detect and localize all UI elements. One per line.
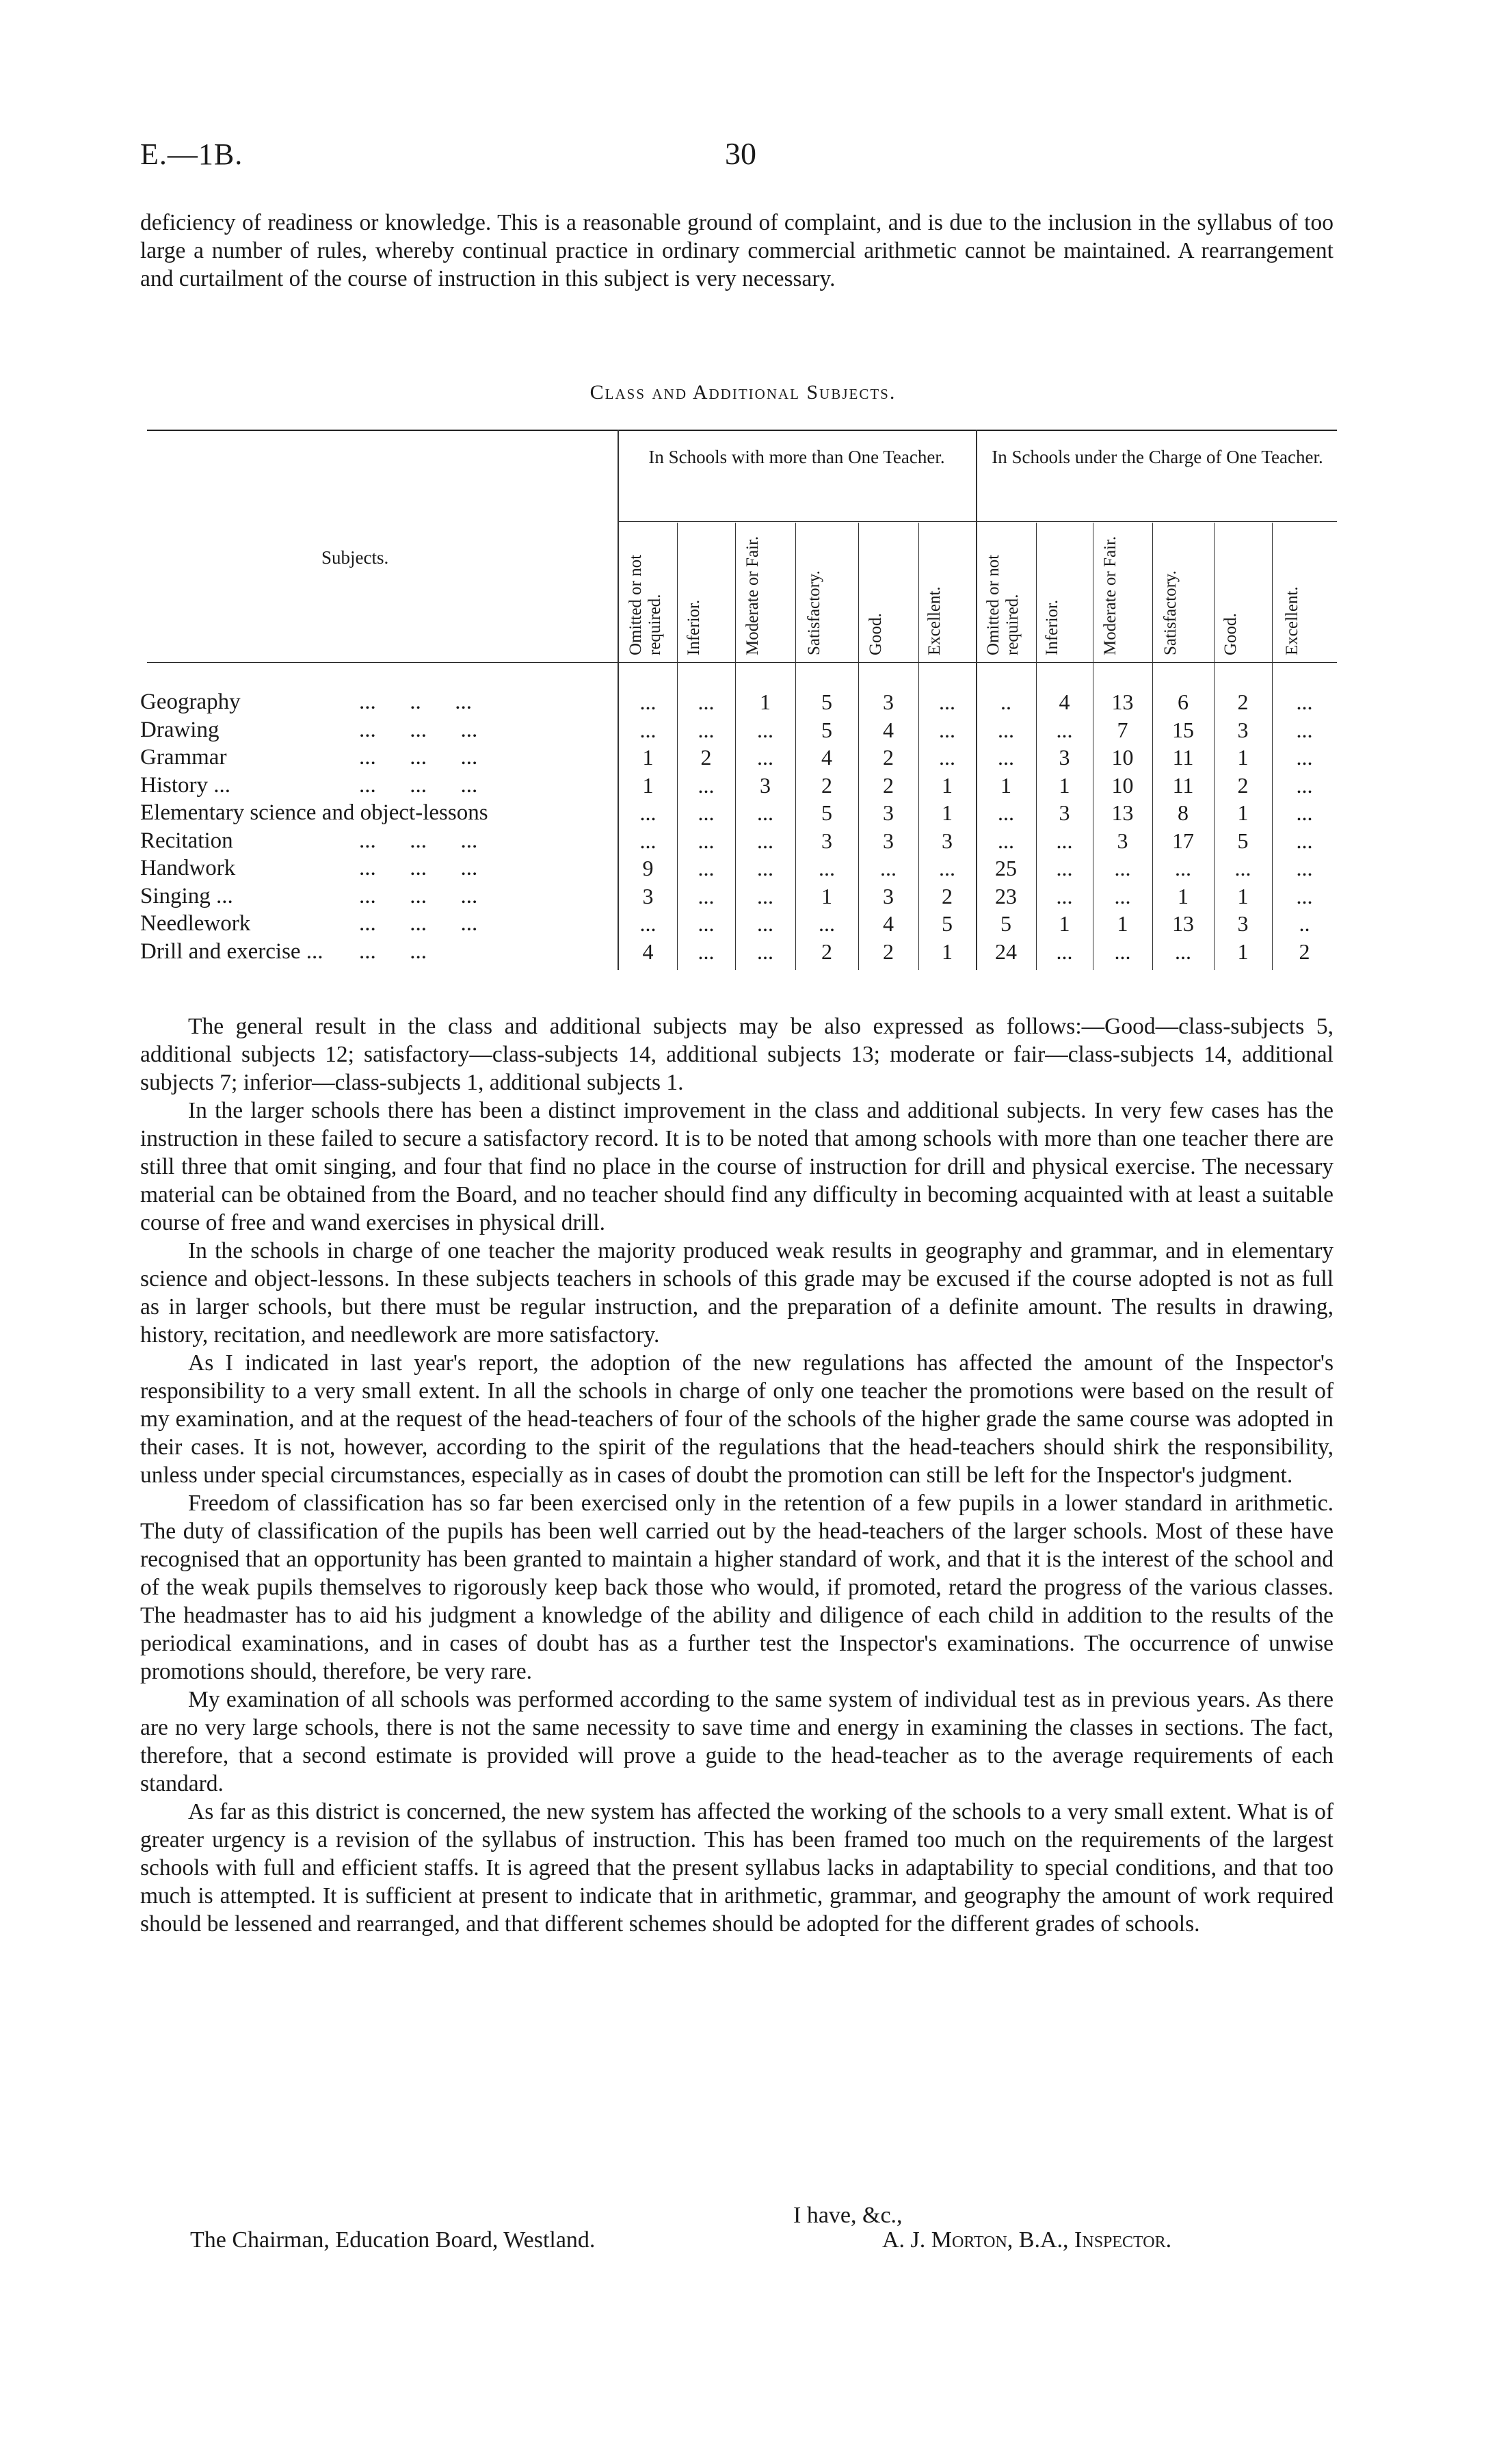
table-cell: ... bbox=[998, 828, 1014, 853]
row-leader-dots: ... ... ... bbox=[359, 883, 478, 908]
table-cell: ... bbox=[698, 911, 715, 936]
row-leader-dots: ... ... ... bbox=[359, 772, 478, 798]
table-cell: 23 bbox=[995, 883, 1017, 908]
col-rule bbox=[858, 523, 859, 970]
intro-text: deficiency of readiness or knowledge. This is a reasonable ground of complaint, and is due to the inclusion in the syllabus of too large a number of rules, whereby continual practice in ordinary commercial arithmetic cannot be maintained. A rearrangement and curtailment of the course of instruction in this subject is very necessary. bbox=[140, 210, 1334, 291]
group-header-one-teacher: In Schools under the Charge of One Teacher. bbox=[992, 447, 1323, 467]
row-leader-dots: ... ... ... bbox=[359, 745, 478, 770]
group-header-multi-teacher: In Schools with more than One Teacher. bbox=[648, 447, 945, 467]
col-rule bbox=[618, 430, 619, 970]
table-cell: 6 bbox=[1178, 690, 1189, 714]
table-cell: ... bbox=[698, 939, 715, 964]
table-cell: 24 bbox=[995, 939, 1017, 964]
table-cell: ... bbox=[1056, 883, 1073, 908]
table-cell: 1 bbox=[1059, 772, 1070, 798]
body-paragraphs bbox=[140, 1012, 1334, 1938]
table-cell: .. bbox=[1000, 690, 1011, 714]
row-subject: Drill and exercise ... bbox=[140, 939, 323, 964]
paragraph: The general result in the class and additional subjects may be also expressed as follows:—Good—class-subjects 5, additional subjects 12; satisfactory—class-subjects 14, additional subjects 13; moderate or fair—class-subjects 14, additional subjects 7; inferior—class-subjects 1, additional subjects 1. bbox=[140, 1014, 1334, 1095]
table-cell: 3 bbox=[642, 883, 654, 908]
table-header-rule bbox=[147, 662, 1337, 663]
table-cell: 4 bbox=[883, 911, 894, 936]
table-cell: 5 bbox=[1237, 828, 1249, 853]
table-cell: 2 bbox=[1299, 939, 1310, 964]
table-cell: 10 bbox=[1111, 745, 1134, 770]
table-cell: ... bbox=[939, 717, 955, 742]
table-cell: 1 bbox=[1000, 772, 1011, 798]
table-cell: 15 bbox=[1172, 717, 1194, 742]
table-cell: ... bbox=[1056, 828, 1073, 853]
row-leader-dots: ... ... ... bbox=[359, 911, 478, 936]
table-cell: 1 bbox=[1237, 800, 1249, 825]
row-subject: Geography bbox=[140, 690, 241, 714]
table-cell: ... bbox=[639, 800, 656, 825]
table-cell: ... bbox=[1056, 939, 1073, 964]
table-cell: ... bbox=[698, 856, 715, 880]
table-cell: .. bbox=[1299, 911, 1310, 936]
row-leader-dots: ... ... bbox=[359, 939, 427, 964]
table-cell: ... bbox=[698, 690, 715, 714]
column-header: Excellent. bbox=[1282, 586, 1301, 655]
table-cell: 1 bbox=[1059, 911, 1070, 936]
table-cell: 2 bbox=[1237, 772, 1249, 798]
table-cell: 5 bbox=[821, 717, 832, 742]
table-cell: 25 bbox=[995, 856, 1017, 880]
row-subject: Singing ... bbox=[140, 883, 233, 908]
table-cell: ... bbox=[1056, 717, 1073, 742]
paragraph: As I indicated in last year's report, the adoption of the new regulations has affected the amount of the Inspector's responsibility to a very small extent. In all the schools in charge of only one teacher the promotions were based on the result of my examination, and at the request of the head-teachers of four of the schools of the higher grade the same course was adopted in their cases. It is not, however, according to the spirit of the regulations that the head-teachers should shirk the responsibility, unless under special circumstances, especially as in cases of doubt the promotion can still be left for the Inspector's judgment. bbox=[140, 1350, 1334, 1488]
table-cell: 1 bbox=[642, 745, 654, 770]
paragraph: As far as this district is concerned, the new system has affected the working of the schools to a very small extent. What is of greater urgency is a revision of the syllabus of instruction. This has been framed too much on the requirements of the largest schools with full and efficient staffs. It is agreed that the present syllabus lacks in adaptability to special conditions, and that too much is attempted. It is sufficient at present to indicate that in arithmetic, grammar, and geography the amount of work required should be lessened and rearranged, and that different schemes should be adopted for the different grades of schools. bbox=[140, 1799, 1334, 1937]
table-cell: ... bbox=[998, 717, 1014, 742]
paragraph: In the larger schools there has been a distinct improvement in the class and additional subjects. In very few cases has the instruction in these failed to secure a satisfactory record. It is to be noted that among schools with more than one teacher there are still three that omit singing, and four that find no place in the course of instruction for drill and physical exercise. The necessary material can be obtained from the Board, and no teacher should find any difficulty in becoming acquainted with at least a suitable course of free and wand exercises in physical drill. bbox=[140, 1098, 1334, 1235]
row-subject: Handwork bbox=[140, 856, 236, 880]
row-subject: Grammar bbox=[140, 745, 227, 770]
row-leader-dots: ... ... ... bbox=[359, 856, 478, 880]
table-cell: ... bbox=[1296, 745, 1313, 770]
table-cell: ... bbox=[1175, 856, 1191, 880]
row-leader-dots: ... ... ... bbox=[359, 717, 478, 742]
table-cell: ... bbox=[1234, 856, 1251, 880]
table-cell: 5 bbox=[821, 800, 832, 825]
table-cell: 7 bbox=[1117, 717, 1128, 742]
table-cell: 3 bbox=[883, 883, 894, 908]
table-cell: 8 bbox=[1178, 800, 1189, 825]
col-rule bbox=[735, 523, 736, 970]
column-header: Satisfactory. bbox=[805, 570, 823, 655]
document-reference: E.—1B. bbox=[140, 137, 243, 171]
column-header: Inferior. bbox=[684, 599, 703, 655]
table-cell: 3 bbox=[1237, 717, 1249, 742]
table-cell: 1 bbox=[1237, 939, 1249, 964]
table-cell: 1 bbox=[1237, 883, 1249, 908]
intro-paragraph bbox=[140, 209, 1334, 293]
table-cell: 2 bbox=[1237, 690, 1249, 714]
col-rule bbox=[1214, 523, 1215, 970]
table-title: Class and Additional Subjects. bbox=[589, 381, 897, 404]
table-cell: ... bbox=[1296, 717, 1313, 742]
table-cell: ... bbox=[757, 828, 773, 853]
table-cell: ... bbox=[1056, 856, 1073, 880]
table-cell: ... bbox=[698, 800, 715, 825]
table-cell: 13 bbox=[1111, 800, 1134, 825]
table-cell: 1 bbox=[642, 772, 654, 798]
table-cell: ... bbox=[757, 800, 773, 825]
table-cell: ... bbox=[757, 939, 773, 964]
table-cell: ... bbox=[1114, 883, 1131, 908]
table-cell: 3 bbox=[883, 690, 894, 714]
table-cell: ... bbox=[939, 856, 955, 880]
table-cell: 2 bbox=[821, 772, 832, 798]
col-rule bbox=[1152, 523, 1153, 970]
table-cell: ... bbox=[698, 883, 715, 908]
table-cell: 1 bbox=[1237, 745, 1249, 770]
column-header: Omitted or not required. bbox=[984, 554, 1022, 655]
closing-greeting: I have, &c., bbox=[793, 2203, 903, 2228]
table-cell: ... bbox=[757, 717, 773, 742]
table-cell: 3 bbox=[883, 800, 894, 825]
table-cell: ... bbox=[880, 856, 897, 880]
table-cell: 3 bbox=[883, 828, 894, 853]
table-cell: 5 bbox=[821, 690, 832, 714]
col-rule bbox=[976, 430, 977, 970]
table-cell: ... bbox=[998, 800, 1014, 825]
signature: A. J. Morton, B.A., Inspector. bbox=[882, 2227, 1172, 2253]
table-cell: ... bbox=[819, 856, 835, 880]
table-cell: ... bbox=[639, 717, 656, 742]
row-leader-dots: ... .. ... bbox=[359, 690, 472, 714]
table-cell: ... bbox=[757, 745, 773, 770]
table-cell: ... bbox=[939, 745, 955, 770]
column-header: Moderate or Fair. bbox=[743, 536, 762, 655]
table-cell: 5 bbox=[1000, 911, 1011, 936]
table-cell: ... bbox=[939, 690, 955, 714]
table-cell: ... bbox=[639, 911, 656, 936]
table-cell: 3 bbox=[1059, 745, 1070, 770]
row-leader-dots: ... ... ... bbox=[359, 828, 478, 853]
column-header: Moderate or Fair. bbox=[1100, 536, 1119, 655]
table-cell: 1 bbox=[942, 772, 953, 798]
column-header: Satisfactory. bbox=[1161, 570, 1180, 655]
table-cell: ... bbox=[1296, 883, 1313, 908]
table-cell: 4 bbox=[821, 745, 832, 770]
column-header: Excellent. bbox=[925, 586, 944, 655]
row-subject: Drawing bbox=[140, 717, 220, 742]
table-cell: 2 bbox=[883, 939, 894, 964]
table-cell: ... bbox=[639, 690, 656, 714]
table-cell: 10 bbox=[1111, 772, 1134, 798]
table-cell: 1 bbox=[942, 939, 953, 964]
table-cell: ... bbox=[998, 745, 1014, 770]
table-cell: 17 bbox=[1172, 828, 1194, 853]
table-cell: ... bbox=[698, 772, 715, 798]
table-cell: 3 bbox=[1237, 911, 1249, 936]
page-number: 30 bbox=[725, 136, 756, 171]
table-cell: 1 bbox=[821, 883, 832, 908]
table-cell: ... bbox=[1296, 856, 1313, 880]
paragraph: In the schools in charge of one teacher the majority produced weak results in geography and grammar, and in elementary science and object-lessons. In these subjects teachers in schools of this grade may be excused if the course adopted is not as full as in larger schools, but there must be regular instruction, and the preparation of a definite amount. The results in drawing, history, recitation, and needlework are more satisfactory. bbox=[140, 1238, 1334, 1348]
table-cell: 4 bbox=[883, 717, 894, 742]
table-cell: 2 bbox=[821, 939, 832, 964]
table-cell: ... bbox=[757, 883, 773, 908]
table-cell: 13 bbox=[1172, 911, 1194, 936]
table-cell: 9 bbox=[642, 856, 654, 880]
row-subject: Elementary science and object-lessons bbox=[140, 800, 488, 825]
table-cell: 2 bbox=[942, 883, 953, 908]
table-cell: ... bbox=[698, 828, 715, 853]
table-cell: 4 bbox=[1059, 690, 1070, 714]
col-rule bbox=[795, 523, 796, 970]
paragraph: My examination of all schools was performed according to the same system of individual test as in previous years. As there are no very large schools, there is not the same necessity to save time and energy in examining the classes in sections. The fact, therefore, that a second estimate is provided will prove a guide to the head-teacher as to the average requirements of each standard. bbox=[140, 1687, 1334, 1796]
table-cell: 2 bbox=[883, 745, 894, 770]
table-cell: 13 bbox=[1111, 690, 1134, 714]
row-subject: Needlework bbox=[140, 911, 251, 936]
col-rule bbox=[1036, 523, 1037, 970]
table-cell: ... bbox=[757, 911, 773, 936]
table-cell: 1 bbox=[760, 690, 771, 714]
table-cell: 11 bbox=[1172, 745, 1194, 770]
table-cell: 11 bbox=[1172, 772, 1194, 798]
column-header: Omitted or not required. bbox=[626, 554, 664, 655]
table-cell: 5 bbox=[942, 911, 953, 936]
column-header: Good. bbox=[1221, 613, 1240, 655]
table-cell: ... bbox=[1114, 939, 1131, 964]
column-header: Good. bbox=[866, 613, 885, 655]
table-cell: ... bbox=[1296, 772, 1313, 798]
table-cell: ... bbox=[819, 911, 835, 936]
table-cell: 3 bbox=[1059, 800, 1070, 825]
column-header: Inferior. bbox=[1042, 599, 1061, 655]
table-cell: 1 bbox=[1117, 911, 1128, 936]
table-cell: 1 bbox=[1178, 883, 1189, 908]
group-underline bbox=[619, 521, 1337, 522]
addressee: The Chairman, Education Board, Westland. bbox=[190, 2227, 596, 2253]
table-cell: ... bbox=[757, 856, 773, 880]
table-cell: 3 bbox=[942, 828, 953, 853]
table-cell: 3 bbox=[821, 828, 832, 853]
table-cell: 1 bbox=[942, 800, 953, 825]
table-cell: ... bbox=[1175, 939, 1191, 964]
table-cell: ... bbox=[1296, 828, 1313, 853]
table-cell: ... bbox=[698, 717, 715, 742]
row-subject: History ... bbox=[140, 772, 230, 798]
row-subject: Recitation bbox=[140, 828, 233, 853]
class-subjects-table bbox=[140, 430, 1337, 970]
table-cell: ... bbox=[1114, 856, 1131, 880]
paragraph: Freedom of classification has so far been exercised only in the retention of a few pupils in a lower standard in arithmetic. The duty of classification of the pupils has been well carried out by the head-teachers of the larger schools. Most of these have recognised that an opportunity has been granted to maintain a higher standard of work, and that it is the interest of the school and of the weak pupils themselves to rigorously keep back those who would, if promoted, retard the progress of the various classes. The headmaster has to aid his judgment a knowledge of the ability and diligence of each child in addition to the results of the periodical examinations, and in cases of doubt has as a further test the Inspector's examinations. The occurrence of unwise promotions should, therefore, be very rare. bbox=[140, 1491, 1334, 1684]
subjects-header: Subjects. bbox=[321, 547, 389, 568]
table-top-rule bbox=[147, 430, 1337, 431]
col-rule bbox=[1272, 523, 1273, 970]
table-cell: 4 bbox=[642, 939, 654, 964]
table-cell: ... bbox=[1296, 690, 1313, 714]
col-rule bbox=[918, 523, 919, 970]
table-cell: 3 bbox=[760, 772, 771, 798]
table-cell: 2 bbox=[700, 745, 712, 770]
table-cell: 2 bbox=[883, 772, 894, 798]
table-cell: ... bbox=[639, 828, 656, 853]
table-cell: 3 bbox=[1117, 828, 1128, 853]
table-cell: ... bbox=[1296, 800, 1313, 825]
col-rule bbox=[677, 523, 678, 970]
